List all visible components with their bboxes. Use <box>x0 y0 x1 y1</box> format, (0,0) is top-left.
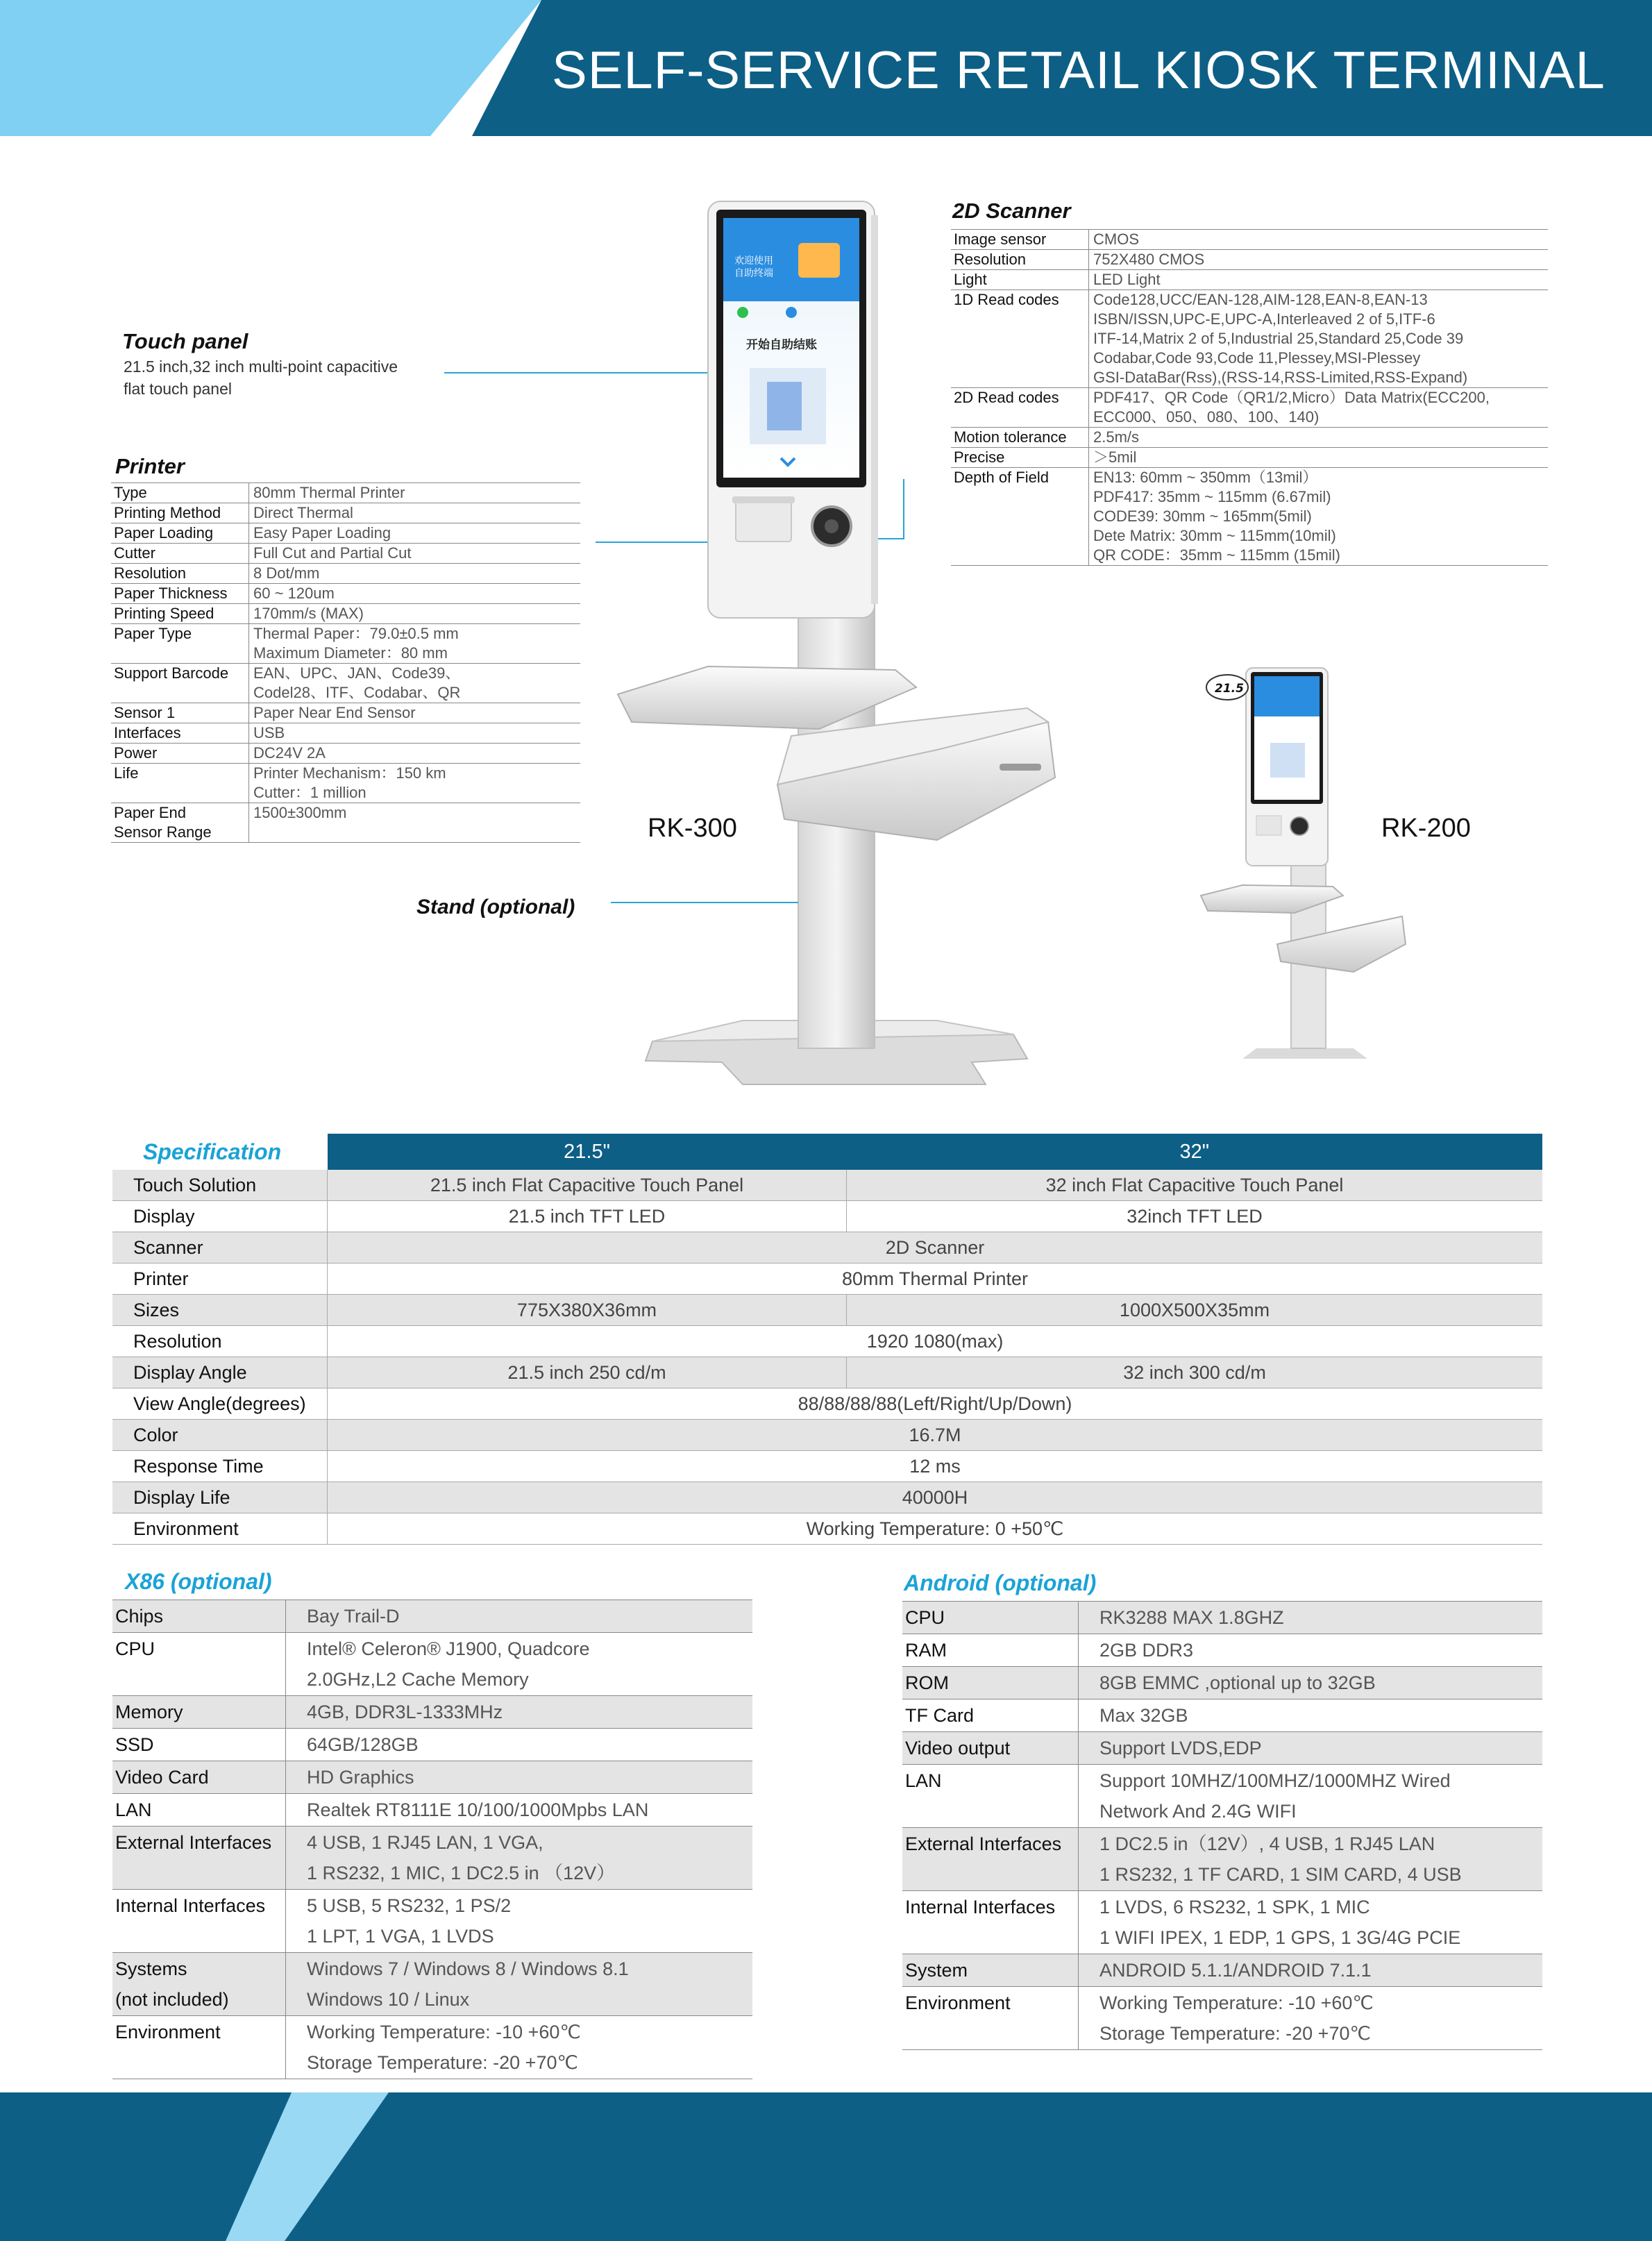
printer-value-line: Thermal Paper：79.0±0.5 mm <box>253 625 459 642</box>
x86-label-line: SSD <box>115 1734 154 1755</box>
scanner-title: 2D Scanner <box>952 199 1071 223</box>
kiosk-screen-line-2: 自助终端 <box>734 268 773 279</box>
printer-spec-table <box>111 482 580 843</box>
spec-row <box>112 1420 1542 1451</box>
android-value-line: Working Temperature: -10 +60℃ <box>1099 1992 1374 2013</box>
x86-label-line: (not included) <box>115 1989 229 2010</box>
x86-label <box>112 1600 286 1633</box>
scanner-label: Precise <box>951 448 1089 468</box>
x86-label <box>112 1827 286 1890</box>
android-row <box>902 1954 1542 1987</box>
printer-value <box>249 664 581 703</box>
printer-label: Interfaces <box>111 723 249 744</box>
spec-value-21-5: 21.5 inch Flat Capacitive Touch Panel <box>328 1170 847 1201</box>
printer-label: Paper Thickness <box>111 584 249 604</box>
scanner-value-line: EN13: 60mm ~ 350mm（13mil） <box>1093 469 1318 486</box>
android-label <box>902 1667 1079 1699</box>
x86-row <box>112 1953 752 2016</box>
printer-value-line: USB <box>253 724 285 741</box>
scanner-value-line: Codabar,Code 93,Code 11,Plessey,MSI-Plessey <box>1093 349 1421 367</box>
x86-row <box>112 1890 752 1953</box>
android-label <box>902 1954 1079 1987</box>
printer-value-line: Full Cut and Partial Cut <box>253 544 412 562</box>
scanner-label: Light <box>951 270 1089 290</box>
x86-value-line: Storage Temperature: -20 +70℃ <box>307 2052 578 2073</box>
rk300-kiosk-illustration <box>611 194 1083 1090</box>
spec-label: Sizes <box>112 1295 328 1326</box>
x86-label <box>112 2016 286 2079</box>
printer-value-line: 60 ~ 120um <box>253 585 335 602</box>
android-value-line: Storage Temperature: -20 +70℃ <box>1099 2023 1371 2044</box>
printer-value-line: Maximum Diameter：80 mm <box>253 644 448 662</box>
x86-value-line: 4GB, DDR3L-1333MHz <box>307 1702 503 1722</box>
spec-value: 16.7M <box>328 1420 1543 1451</box>
android-value <box>1079 1828 1543 1891</box>
scanner-value-line: GSI-DataBar(Rss),(RSS-14,RSS-Limited,RSS-Expand) <box>1093 369 1468 386</box>
touch-panel-title: Touch panel <box>122 329 248 353</box>
android-title: Android (optional) <box>904 1570 1097 1595</box>
scanner-value-line: 2.5m/s <box>1093 428 1140 446</box>
x86-label <box>112 1729 286 1761</box>
x86-value <box>286 2016 753 2079</box>
scanner-value <box>1089 468 1549 566</box>
android-value <box>1079 1667 1543 1699</box>
scanner-label: Depth of Field <box>951 468 1089 566</box>
printer-value-line: 8 Dot/mm <box>253 564 320 582</box>
scanner-value-line: ITF-14,Matrix 2 of 5,Industrial 25,Standard 25,Code 39 <box>1093 330 1464 347</box>
android-value-line: 1 RS232, 1 TF CARD, 1 SIM CARD, 4 USB <box>1099 1864 1462 1885</box>
printer-value-line: Direct Thermal <box>253 504 353 521</box>
android-value-line: Support LVDS,EDP <box>1099 1738 1262 1759</box>
printer-value-line: EAN、UPC、JAN、Code39、 <box>253 664 461 682</box>
android-value-line: 8GB EMMC ,optional up to 32GB <box>1099 1672 1376 1693</box>
android-label <box>902 1602 1079 1634</box>
printer-value <box>249 544 581 564</box>
scanner-value-line: PDF417: 35mm ~ 115mm (6.67mil) <box>1093 488 1331 505</box>
x86-value <box>286 1953 753 2016</box>
x86-value <box>286 1600 753 1633</box>
scanner-value <box>1089 448 1549 468</box>
printer-label: Paper Type <box>111 624 249 664</box>
android-label-line: RAM <box>905 1640 947 1661</box>
android-label-line: Environment <box>905 1992 1011 2013</box>
spec-row <box>112 1295 1542 1326</box>
scanner-value-line: Code128,UCC/EAN-128,AIM-128,EAN-8,EAN-13 <box>1093 291 1428 308</box>
printer-title: Printer <box>115 454 185 478</box>
android-value-line: 1 DC2.5 in（12V）, 4 USB, 1 RJ45 LAN <box>1099 1833 1435 1854</box>
spec-label: Display Angle <box>112 1357 328 1388</box>
printer-value-line: 1500±300mm <box>253 804 347 821</box>
x86-label <box>112 1633 286 1696</box>
spec-row <box>112 1451 1542 1482</box>
x86-label-line: Chips <box>115 1606 164 1627</box>
specification-table <box>112 1134 1542 1545</box>
scanner-value <box>1089 250 1549 270</box>
x86-value-line: Windows 10 / Linux <box>307 1989 470 2010</box>
android-row <box>902 1634 1542 1667</box>
printer-value-line: DC24V 2A <box>253 744 326 762</box>
x86-value <box>286 1696 753 1729</box>
android-label-line: External Interfaces <box>905 1833 1062 1854</box>
touch-panel-desc-1: 21.5 inch,32 inch multi-point capacitive <box>124 358 398 376</box>
printer-value <box>249 523 581 544</box>
printer-value-line: Easy Paper Loading <box>253 524 391 542</box>
printer-row <box>111 604 580 624</box>
spec-value: 80mm Thermal Printer <box>328 1264 1543 1295</box>
printer-label: Cutter <box>111 544 249 564</box>
android-label-line: Internal Interfaces <box>905 1897 1056 1917</box>
printer-value-line: Cutter：1 million <box>253 784 366 801</box>
spec-col-32: 32" <box>847 1134 1543 1170</box>
spec-label: Display Life <box>112 1482 328 1513</box>
x86-value-line: Realtek RT8111E 10/100/1000Mpbs LAN <box>307 1799 649 1820</box>
printer-label: Paper Loading <box>111 523 249 544</box>
printer-value-line: 170mm/s (MAX) <box>253 605 364 622</box>
x86-label-line: Environment <box>115 2022 221 2042</box>
scanner-value-line: ISBN/ISSN,UPC-E,UPC-A,Interleaved 2 of 5,ITF-6 <box>1093 310 1435 328</box>
printer-value <box>249 703 581 723</box>
spec-label: Resolution <box>112 1326 328 1357</box>
x86-row <box>112 1761 752 1794</box>
printer-row <box>111 723 580 744</box>
printer-value-line: Codel28、ITF、Codabar、QR <box>253 684 461 701</box>
printer-row <box>111 624 580 664</box>
header-accent-light <box>0 0 541 136</box>
printer-row <box>111 703 580 723</box>
printer-value <box>249 564 581 584</box>
android-row <box>902 1602 1542 1634</box>
printer-row <box>111 544 580 564</box>
android-value <box>1079 1987 1543 2050</box>
android-label <box>902 1765 1079 1828</box>
printer-value-line: Paper Near End Sensor <box>253 704 416 721</box>
scanner-value-line: CMOS <box>1093 230 1139 248</box>
x86-label-line: LAN <box>115 1799 152 1820</box>
android-value-line: Support 10MHZ/100MHZ/1000MHZ Wired <box>1099 1770 1451 1791</box>
printer-value-line: 80mm Thermal Printer <box>253 484 405 501</box>
kiosk-screen-start: 开始自助结账 <box>746 338 817 352</box>
x86-label <box>112 1953 286 2016</box>
x86-value <box>286 1827 753 1890</box>
android-label-line: CPU <box>905 1607 945 1628</box>
spec-row <box>112 1201 1542 1232</box>
x86-title: X86 (optional) <box>125 1569 272 1594</box>
x86-value <box>286 1633 753 1696</box>
x86-value <box>286 1794 753 1827</box>
x86-row <box>112 1729 752 1761</box>
x86-label <box>112 1696 286 1729</box>
android-label <box>902 1828 1079 1891</box>
android-row <box>902 1667 1542 1699</box>
size-badge: 21.5 <box>1215 682 1244 696</box>
printer-label: Paper End Sensor Range <box>111 803 249 843</box>
x86-row <box>112 1696 752 1729</box>
scanner-value-line: Dete Matrix: 30mm ~ 115mm(10mil) <box>1093 527 1336 544</box>
printer-row <box>111 803 580 843</box>
x86-label <box>112 1794 286 1827</box>
x86-row <box>112 1600 752 1633</box>
x86-row <box>112 1827 752 1890</box>
x86-value-line: Windows 7 / Windows 8 / Windows 8.1 <box>307 1958 629 1979</box>
spec-row <box>112 1170 1542 1201</box>
spec-col-21-5: 21.5" <box>328 1134 847 1170</box>
android-value-line: 1 WIFI IPEX, 1 EDP, 1 GPS, 1 3G/4G PCIE <box>1099 1927 1461 1948</box>
rk200-kiosk-illustration <box>1194 660 1423 1062</box>
printer-label: Power <box>111 744 249 764</box>
scanner-label: Image sensor <box>951 230 1089 250</box>
spec-value: 12 ms <box>328 1451 1543 1482</box>
printer-value <box>249 723 581 744</box>
android-value <box>1079 1732 1543 1765</box>
scanner-value-line: CODE39: 30mm ~ 165mm(5mil) <box>1093 507 1312 525</box>
android-row <box>902 1891 1542 1954</box>
printer-value <box>249 604 581 624</box>
spec-row <box>112 1482 1542 1513</box>
x86-row <box>112 1794 752 1827</box>
android-label <box>902 1732 1079 1765</box>
printer-label: Resolution <box>111 564 249 584</box>
android-value <box>1079 1602 1543 1634</box>
android-label-line: Video output <box>905 1738 1011 1759</box>
x86-row <box>112 2016 752 2079</box>
printer-row <box>111 483 580 503</box>
spec-label: Display <box>112 1201 328 1232</box>
android-row <box>902 1765 1542 1828</box>
spec-label: Scanner <box>112 1232 328 1264</box>
android-value <box>1079 1891 1543 1954</box>
spec-label: Printer <box>112 1264 328 1295</box>
x86-value-line: 64GB/128GB <box>307 1734 419 1755</box>
x86-value <box>286 1890 753 1953</box>
spec-label: Response Time <box>112 1451 328 1482</box>
android-row <box>902 1732 1542 1765</box>
x86-label <box>112 1890 286 1953</box>
x86-value <box>286 1761 753 1794</box>
scanner-label: 2D Read codes <box>951 388 1089 428</box>
x86-label-line: External Interfaces <box>115 1832 272 1853</box>
spec-label: Environment <box>112 1513 328 1545</box>
spec-value: 1920 1080(max) <box>328 1326 1543 1357</box>
printer-label: Type <box>111 483 249 503</box>
spec-value-32: 1000X500X35mm <box>847 1295 1543 1326</box>
android-value-line: RK3288 MAX 1.8GHZ <box>1099 1607 1284 1628</box>
x86-value-line: 2.0GHz,L2 Cache Memory <box>307 1669 529 1690</box>
spec-row <box>112 1388 1542 1420</box>
spec-value-32: 32 inch 300 cd/m <box>847 1357 1543 1388</box>
android-value-line: 2GB DDR3 <box>1099 1640 1194 1661</box>
spec-value-32: 32inch TFT LED <box>847 1201 1543 1232</box>
spec-label: Color <box>112 1420 328 1451</box>
x86-value-line: 5 USB, 5 RS232, 1 PS/2 <box>307 1895 512 1916</box>
spec-row <box>112 1264 1542 1295</box>
android-row <box>902 1699 1542 1732</box>
scanner-value <box>1089 428 1549 448</box>
scanner-label: Motion tolerance <box>951 428 1089 448</box>
x86-label-line: Video Card <box>115 1767 209 1788</box>
printer-value <box>249 764 581 803</box>
scanner-value-line: QR CODE：35mm ~ 115mm (15mil) <box>1093 546 1340 564</box>
android-label <box>902 1699 1079 1732</box>
spec-value: 88/88/88/88(Left/Right/Up/Down) <box>328 1388 1543 1420</box>
spec-value-32: 32 inch Flat Capacitive Touch Panel <box>847 1170 1543 1201</box>
printer-label: Printing Method <box>111 503 249 523</box>
printer-row <box>111 523 580 544</box>
scanner-value <box>1089 290 1549 388</box>
android-label-line: TF Card <box>905 1705 975 1726</box>
spec-label: View Angle(degrees) <box>112 1388 328 1420</box>
scanner-value-line: ＞5mil <box>1093 448 1137 466</box>
spec-value-21-5: 21.5 inch 250 cd/m <box>328 1357 847 1388</box>
x86-spec-table <box>112 1600 752 2079</box>
x86-label-line: Memory <box>115 1702 183 1722</box>
printer-label: Life <box>111 764 249 803</box>
printer-value <box>249 803 581 843</box>
android-label <box>902 1634 1079 1667</box>
scanner-label: Resolution <box>951 250 1089 270</box>
model-label-rk200: RK-200 <box>1381 814 1471 843</box>
android-label-line: System <box>905 1960 968 1981</box>
scanner-value-line: PDF417、QR Code（QR1/2,Micro）Data Matrix(ECC200, <box>1093 389 1490 406</box>
x86-label <box>112 1761 286 1794</box>
spec-value-21-5: 21.5 inch TFT LED <box>328 1201 847 1232</box>
spec-label: Touch Solution <box>112 1170 328 1201</box>
android-value <box>1079 1699 1543 1732</box>
printer-value <box>249 744 581 764</box>
scanner-value <box>1089 270 1549 290</box>
scanner-value <box>1089 388 1549 428</box>
x86-label-line: Systems <box>115 1958 187 1979</box>
x86-value <box>286 1729 753 1761</box>
printer-value <box>249 503 581 523</box>
scanner-label: 1D Read codes <box>951 290 1089 388</box>
model-label-rk300: RK-300 <box>648 814 737 843</box>
x86-value-line: Working Temperature: -10 +60℃ <box>307 2022 581 2042</box>
x86-value-line: Bay Trail-D <box>307 1606 400 1627</box>
scanner-value-line: LED Light <box>1093 271 1161 288</box>
x86-value-line: 4 USB, 1 RJ45 LAN, 1 VGA, <box>307 1832 543 1853</box>
touch-panel-desc-2: flat touch panel <box>124 380 233 398</box>
spec-value: 40000H <box>328 1482 1543 1513</box>
android-label-line: ROM <box>905 1672 949 1693</box>
x86-value-line: Intel® Celeron® J1900, Quadcore <box>307 1638 590 1659</box>
scanner-value-line: 752X480 CMOS <box>1093 251 1205 268</box>
x86-label-line: Internal Interfaces <box>115 1895 266 1916</box>
spec-row <box>112 1357 1542 1388</box>
printer-row <box>111 764 580 803</box>
android-value-line: Max 32GB <box>1099 1705 1188 1726</box>
printer-row <box>111 664 580 703</box>
printer-label: Sensor 1 <box>111 703 249 723</box>
android-label-line: LAN <box>905 1770 942 1791</box>
spec-value: Working Temperature: 0 +50℃ <box>328 1513 1543 1545</box>
x86-label-line: CPU <box>115 1638 155 1659</box>
scanner-value <box>1089 230 1549 250</box>
printer-label: Support Barcode <box>111 664 249 703</box>
android-value-line: 1 LVDS, 6 RS232, 1 SPK, 1 MIC <box>1099 1897 1370 1917</box>
android-value-line: ANDROID 5.1.1/ANDROID 7.1.1 <box>1099 1960 1372 1981</box>
android-value <box>1079 1765 1543 1828</box>
kiosk-screen-line-1: 欢迎使用 <box>734 255 773 267</box>
specification-title: Specification <box>112 1134 328 1170</box>
android-label <box>902 1987 1079 2050</box>
spec-row <box>112 1326 1542 1357</box>
android-label <box>902 1891 1079 1954</box>
spec-value: 2D Scanner <box>328 1232 1543 1264</box>
spec-row <box>112 1513 1542 1545</box>
android-row <box>902 1987 1542 2050</box>
printer-value <box>249 624 581 664</box>
x86-value-line: 1 RS232, 1 MIC, 1 DC2.5 in （12V） <box>307 1863 616 1883</box>
printer-value <box>249 584 581 604</box>
printer-row <box>111 744 580 764</box>
android-value <box>1079 1634 1543 1667</box>
android-spec-table <box>902 1601 1542 2050</box>
android-row <box>902 1828 1542 1891</box>
x86-value-line: 1 LPT, 1 VGA, 1 LVDS <box>307 1926 494 1947</box>
spec-row <box>112 1232 1542 1264</box>
printer-value <box>249 483 581 503</box>
printer-value-line: Printer Mechanism：150 km <box>253 764 446 782</box>
scanner-value-line: ECC000、050、080、100、140) <box>1093 408 1320 426</box>
spec-value-21-5: 775X380X36mm <box>328 1295 847 1326</box>
printer-row <box>111 564 580 584</box>
x86-value-line: HD Graphics <box>307 1767 414 1788</box>
x86-row <box>112 1633 752 1696</box>
printer-row <box>111 584 580 604</box>
android-value <box>1079 1954 1543 1987</box>
printer-label: Printing Speed <box>111 604 249 624</box>
stand-label: Stand (optional) <box>416 896 575 918</box>
android-value-line: Network And 2.4G WIFI <box>1099 1801 1297 1822</box>
printer-row <box>111 503 580 523</box>
page-title: SELF-SERVICE RETAIL KIOSK TERMINAL <box>552 41 1605 100</box>
